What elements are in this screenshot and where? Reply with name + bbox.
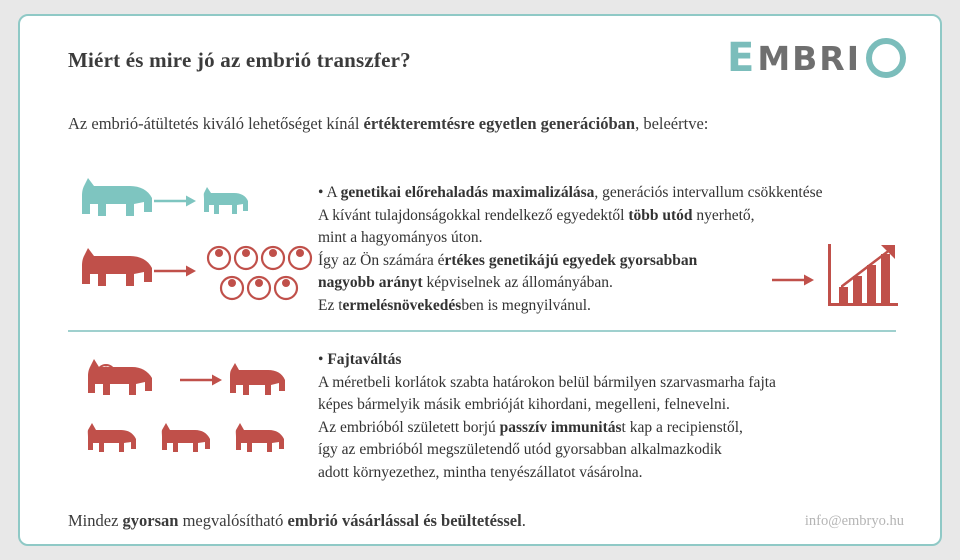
text-line	[318, 462, 776, 485]
text-line	[318, 349, 776, 372]
cow-herd-1-icon	[84, 421, 146, 457]
text-run: így az embrióból megszületendő utód gyorsabban alkalmazkodik	[318, 441, 722, 458]
text-line	[318, 295, 823, 318]
content-card	[18, 14, 942, 546]
text-run: ben is megnyilvánul.	[461, 296, 591, 314]
footer-mid: megvalósítható	[178, 511, 288, 530]
text-line	[318, 250, 823, 273]
text-run: A méretbeli korlátok szabta határokon belül bármilyen szarvasmarha fajta	[318, 373, 776, 391]
text-run-bold: rtékes genetikájú egyedek gyorsabban	[444, 251, 698, 269]
logo-text-mbri: MBRI	[757, 38, 861, 78]
text-line	[318, 272, 823, 295]
section-1-text	[318, 182, 823, 317]
embrio-logo	[726, 35, 906, 81]
logo-letter-e: E	[726, 35, 756, 81]
text-run: képviselnek az állományában.	[422, 274, 613, 291]
cow-teal-small-icon	[200, 184, 256, 220]
footer-strong-1: gyorsan	[122, 511, 179, 530]
text-run: Ez t	[318, 296, 343, 314]
text-run-bold: ermelésnövekedés	[342, 296, 462, 314]
text-run: •	[318, 351, 328, 368]
arrow-right-red-icon	[154, 264, 196, 278]
logo-ring-o	[866, 38, 906, 78]
text-run-bold: több utód	[628, 206, 693, 224]
lead-pre: Az embrió-átültetés kiváló lehetőséget kínál	[68, 114, 364, 133]
text-run: t kap a recipienstől,	[621, 418, 743, 436]
text-run: • A	[318, 184, 341, 201]
text-run: adott környezethez, mintha tenyészállatot vásárolna.	[318, 463, 643, 481]
text-run-bold: nagyobb arányt	[318, 274, 423, 291]
arrow-right-teal-icon	[154, 194, 196, 208]
cow-herd-3-icon	[232, 421, 294, 457]
text-run: Így az Ön számára é	[318, 251, 445, 269]
text-run: , generációs intervallum csökkentése	[594, 184, 823, 201]
footer-pre: Mindez	[68, 511, 123, 530]
text-run-bold: Fajtaváltás	[327, 351, 402, 368]
text-line	[318, 439, 776, 462]
text-run: Az embrióból született borjú	[318, 418, 500, 436]
cow-herd-2-icon	[158, 421, 220, 457]
text-run: A kívánt tulajdonságokkal rendelkező egyedektől	[318, 206, 629, 224]
section-divider	[68, 330, 896, 332]
embryo-cluster-icon	[206, 244, 316, 306]
text-run: mint a hagyományos úton.	[318, 229, 483, 246]
footer-post: .	[521, 511, 526, 530]
lead-paragraph	[68, 114, 708, 134]
page-title: Miért és mire jó az embrió transzfer?	[68, 48, 411, 72]
footer-strong-2: embrió vásárlással és beültetéssel	[287, 511, 522, 530]
cow-recipient-icon	[84, 356, 174, 400]
lead-post: , beleértve:	[635, 114, 709, 133]
text-line	[318, 394, 776, 417]
cow-offspring-icon	[226, 360, 298, 400]
text-run-bold: passzív immunitás	[499, 418, 622, 436]
text-line	[318, 372, 776, 395]
text-line	[318, 182, 823, 205]
text-run: képes bármelyik másik embrióját kihordani, megelleni, felnevelni.	[318, 396, 730, 413]
text-run-bold: genetikai előrehaladás maximalizálása	[340, 184, 595, 201]
text-line	[318, 417, 776, 440]
lead-strong: értékteremtésre egyetlen generációban	[363, 114, 636, 133]
text-line	[318, 205, 823, 228]
growth-bar-chart	[828, 244, 898, 306]
contact-email[interactable]: info@embryo.hu	[804, 513, 904, 529]
arrow-right-red-2-icon	[180, 373, 222, 387]
text-line	[318, 227, 823, 250]
chart-trend-arrow-icon	[841, 243, 899, 293]
section-2-text	[318, 349, 776, 484]
footer-text	[68, 511, 526, 531]
text-run: nyerhető,	[692, 206, 755, 224]
